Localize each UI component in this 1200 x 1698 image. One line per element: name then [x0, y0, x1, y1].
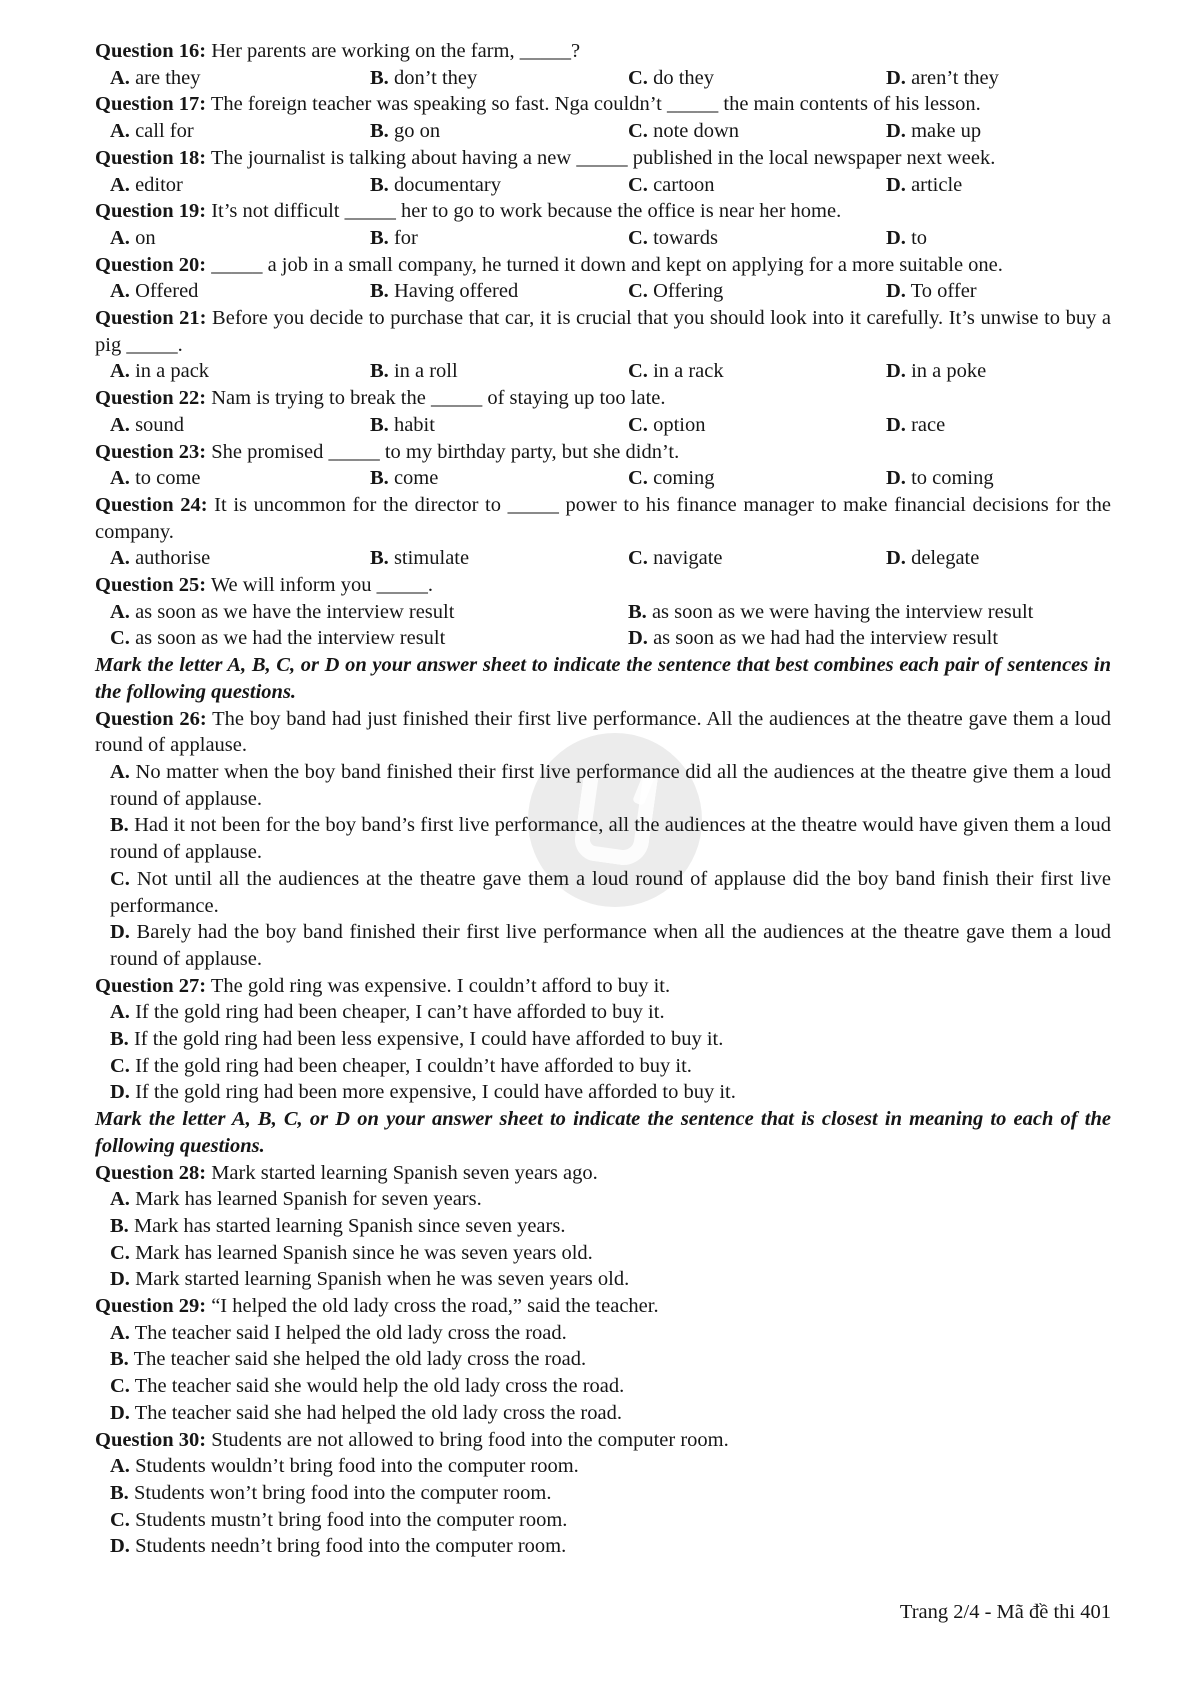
option-letter: D.: [110, 921, 130, 944]
option-letter: A.: [110, 467, 130, 490]
question-body: It’s not difficult _____ her to go to work because the office is near her home.: [211, 200, 842, 223]
option-text: coming: [653, 467, 715, 490]
option-item: [628, 118, 886, 145]
option-text: come: [393, 467, 439, 490]
option-item: [95, 1507, 1111, 1534]
option-item: [886, 465, 1111, 492]
option-row: [95, 172, 1111, 199]
question-number: Question 19:: [95, 200, 207, 223]
option-row: [95, 465, 1111, 492]
option-item: [95, 1480, 1111, 1507]
option-item: [370, 412, 628, 439]
option-item: [628, 358, 886, 385]
option-item: [628, 599, 1111, 626]
question-number: Question 25:: [95, 574, 207, 597]
option-item: [95, 1026, 1111, 1053]
option-text: documentary: [393, 173, 501, 196]
question-number: Question 20:: [95, 253, 207, 276]
option-text: navigate: [653, 547, 723, 570]
option-text: Having offered: [393, 280, 519, 303]
option-text: in a poke: [911, 360, 987, 383]
option-item: [370, 545, 628, 572]
option-text: If the gold ring had been less expensive, I could have afforded to buy it.: [133, 1028, 724, 1051]
option-text: as soon as we were having the interview result: [651, 600, 1034, 623]
question-text: [95, 38, 1111, 65]
question-number: Question 21:: [95, 307, 207, 330]
option-text: stimulate: [393, 547, 470, 570]
option-row: [95, 225, 1111, 252]
option-letter: A.: [110, 413, 130, 436]
option-item: [628, 465, 886, 492]
question-text: [95, 385, 1111, 412]
question-text: [95, 145, 1111, 172]
option-item: [110, 278, 370, 305]
option-text: on: [135, 226, 156, 249]
option-letter: D.: [110, 1081, 130, 1104]
option-item: [886, 225, 1111, 252]
option-letter: C.: [628, 280, 648, 303]
section-instruction: Mark the letter A, B, C, or D on your answer sheet to indicate the sentence that is closest in meaning to each of the following questions.: [95, 1108, 1111, 1157]
option-text: Had it not been for the boy band’s first live performance, all the audiences at the theatre would have given them a loud round of applause.: [110, 814, 1111, 864]
option-row: [95, 358, 1111, 385]
question-number: Question 29:: [95, 1295, 207, 1318]
option-item: [95, 1266, 1111, 1293]
option-item: [95, 919, 1111, 972]
question-body: Nam is trying to break the _____ of staying up too late.: [211, 387, 666, 410]
option-letter: A.: [110, 600, 130, 623]
option-item: [628, 65, 886, 92]
option-text: The teacher said she helped the old lady cross the road.: [133, 1348, 587, 1371]
option-item: [110, 118, 370, 145]
option-text: Not until all the audiences at the theatre gave them a loud round of applause did the boy band finish their first live performance.: [110, 867, 1112, 917]
question-body: Before you decide to purchase that car, it is crucial that you should look into it carefully. It’s unwise to buy a pig _____.: [95, 307, 1111, 356]
question-number: Question 18:: [95, 146, 207, 169]
option-letter: D.: [886, 280, 906, 303]
question-body: It is uncommon for the director to _____ power to his finance manager to make financial decisions for the company.: [95, 493, 1111, 543]
option-item: [628, 225, 886, 252]
question-body: _____ a job in a small company, he turned it down and kept on applying for a more suitable one.: [211, 253, 1003, 276]
question-body: The journalist is talking about having a new _____ published in the local newspaper next week.: [210, 146, 996, 169]
option-letter: D.: [886, 226, 906, 249]
option-letter: B.: [628, 600, 647, 623]
option-letter: C.: [628, 360, 648, 383]
option-row: [95, 278, 1111, 305]
option-item: [95, 1346, 1111, 1373]
option-letter: D.: [886, 66, 906, 89]
option-letter: A.: [110, 547, 130, 570]
option-item: [628, 625, 1111, 652]
option-text: to coming: [911, 467, 994, 490]
option-text: Students mustn’t bring food into the computer room.: [135, 1508, 568, 1531]
option-text: as soon as we had the interview result: [135, 627, 446, 650]
option-text: If the gold ring had been more expensive, I could have afforded to buy it.: [135, 1081, 736, 1104]
question-body: The gold ring was expensive. I couldn’t afford to buy it.: [210, 974, 671, 997]
option-item: [886, 545, 1111, 572]
option-item: [886, 412, 1111, 439]
option-text: The teacher said I helped the old lady cross the road.: [134, 1321, 567, 1344]
option-item: [95, 759, 1111, 812]
option-item: [370, 118, 628, 145]
option-letter: D.: [110, 1401, 130, 1424]
option-text: No matter when the boy band finished their first live performance did all the audiences at the theatre give them a loud round of applause.: [110, 760, 1111, 810]
question-text: [95, 1293, 1111, 1320]
option-text: If the gold ring had been cheaper, I couldn’t have afforded to buy it.: [135, 1054, 692, 1077]
question-text: [95, 439, 1111, 466]
option-text: as soon as we had had the interview result: [653, 627, 999, 650]
option-letter: B.: [370, 413, 389, 436]
option-row: [95, 599, 1111, 652]
option-letter: C.: [628, 226, 648, 249]
option-text: for: [393, 226, 418, 249]
option-text: aren’t they: [911, 66, 999, 89]
option-text: option: [653, 413, 706, 436]
question-number: Question 23:: [95, 440, 207, 463]
option-item: [110, 545, 370, 572]
question-number: Question 22:: [95, 387, 207, 410]
option-item: [110, 465, 370, 492]
option-text: Mark has started learning Spanish since seven years.: [133, 1214, 566, 1237]
option-item: [95, 1186, 1111, 1213]
option-item: [95, 1453, 1111, 1480]
option-text: do they: [653, 66, 714, 89]
question-body: The foreign teacher was speaking so fast. Nga couldn’t _____ the main contents of his lesson.: [210, 93, 981, 116]
option-text: habit: [393, 413, 435, 436]
option-text: go on: [393, 120, 441, 143]
option-item: [95, 1079, 1111, 1106]
option-letter: A.: [110, 173, 130, 196]
option-letter: B.: [110, 814, 129, 837]
option-item: [110, 412, 370, 439]
option-item: [110, 358, 370, 385]
option-letter: A.: [110, 120, 130, 143]
option-text: To offer: [910, 280, 977, 303]
option-row: [95, 65, 1111, 92]
option-text: Mark has learned Spanish for seven years.: [135, 1188, 482, 1211]
question-text: [95, 973, 1111, 1000]
question-body: Her parents are working on the farm, _____?: [211, 40, 581, 62]
option-item: [95, 1400, 1111, 1427]
option-letter: A.: [110, 1321, 130, 1344]
question-body: The boy band had just finished their first live performance. All the audiences at the theatre gave them a loud round of applause.: [95, 707, 1111, 757]
option-letter: B.: [110, 1481, 129, 1504]
option-item: [886, 65, 1111, 92]
option-item: [95, 999, 1111, 1026]
question-text: [95, 305, 1111, 358]
option-letter: D.: [886, 547, 906, 570]
question-number: Question 24:: [95, 493, 208, 516]
option-letter: D.: [886, 173, 906, 196]
option-text: If the gold ring had been cheaper, I can’t have afforded to buy it.: [135, 1001, 665, 1024]
option-text: Students needn’t bring food into the computer room.: [135, 1535, 567, 1558]
option-item: [95, 1213, 1111, 1240]
option-letter: B.: [370, 120, 389, 143]
option-item: [95, 1240, 1111, 1267]
option-letter: C.: [628, 413, 648, 436]
question-number: Question 28:: [95, 1161, 207, 1184]
option-item: [370, 278, 628, 305]
option-letter: D.: [110, 1268, 130, 1291]
question-text: [95, 1427, 1111, 1454]
option-item: [370, 465, 628, 492]
question-text: [95, 706, 1111, 759]
option-text: in a rack: [653, 360, 724, 383]
option-letter: D.: [110, 1535, 130, 1558]
option-text: Offering: [653, 280, 724, 303]
option-item: [886, 118, 1111, 145]
option-letter: A.: [110, 1001, 130, 1024]
option-letter: B.: [370, 173, 389, 196]
option-letter: D.: [886, 467, 906, 490]
option-text: article: [911, 173, 963, 196]
option-text: in a roll: [393, 360, 458, 383]
option-item: [110, 65, 370, 92]
option-letter: C.: [110, 1508, 130, 1531]
option-item: [95, 1320, 1111, 1347]
option-letter: A.: [110, 1188, 130, 1211]
option-letter: A.: [110, 280, 130, 303]
option-text: as soon as we have the interview result: [135, 600, 455, 623]
option-letter: A.: [110, 66, 130, 89]
question-body: Mark started learning Spanish seven years ago.: [211, 1161, 598, 1184]
option-text: note down: [653, 120, 740, 143]
option-letter: A.: [110, 226, 130, 249]
question-text: [95, 492, 1111, 545]
option-letter: D.: [886, 120, 906, 143]
option-item: [110, 172, 370, 199]
option-text: Mark has learned Spanish since he was seven years old.: [135, 1241, 593, 1264]
option-text: to come: [135, 467, 201, 490]
option-text: call for: [135, 120, 194, 143]
option-item: [110, 599, 628, 626]
option-item: [370, 225, 628, 252]
option-letter: D.: [628, 627, 648, 650]
option-item: [370, 358, 628, 385]
section-instruction: Mark the letter A, B, C, or D on your answer sheet to indicate the sentence that best combines each pair of sentences in the following questions.: [95, 654, 1111, 703]
question-number: Question 16:: [95, 40, 207, 62]
option-text: race: [911, 413, 946, 436]
option-letter: C.: [110, 1375, 130, 1398]
option-letter: C.: [628, 467, 648, 490]
option-letter: A.: [110, 360, 130, 383]
question-number: Question 26:: [95, 707, 207, 730]
option-letter: C.: [628, 120, 648, 143]
question-text: [95, 1160, 1111, 1187]
question-body: Students are not allowed to bring food into the computer room.: [211, 1428, 729, 1451]
option-item: [886, 278, 1111, 305]
question-number: Question 27:: [95, 974, 207, 997]
option-letter: B.: [370, 360, 389, 383]
option-item: [628, 278, 886, 305]
question-body: We will inform you _____.: [210, 574, 433, 597]
option-item: [95, 1533, 1111, 1560]
page-footer: Trang 2/4 - Mã đề thi 401: [899, 1601, 1111, 1623]
question-text: [95, 572, 1111, 599]
option-text: in a pack: [135, 360, 210, 383]
option-item: [95, 812, 1111, 865]
option-text: don’t they: [393, 66, 478, 89]
question-text: [95, 91, 1111, 118]
question-body: She promised _____ to my birthday party, but she didn’t.: [211, 440, 680, 463]
exam-questions: [95, 38, 1111, 1560]
option-letter: B.: [370, 226, 389, 249]
option-item: [628, 412, 886, 439]
option-letter: D.: [886, 360, 906, 383]
option-text: authorise: [135, 547, 211, 570]
option-item: [628, 172, 886, 199]
option-text: Mark started learning Spanish when he was seven years old.: [135, 1268, 630, 1291]
option-letter: A.: [110, 760, 130, 783]
option-row: [95, 545, 1111, 572]
option-item: [95, 1373, 1111, 1400]
option-letter: A.: [110, 1455, 130, 1478]
option-text: sound: [135, 413, 185, 436]
option-letter: B.: [370, 66, 389, 89]
question-text: [95, 252, 1111, 279]
option-letter: D.: [886, 413, 906, 436]
option-item: [95, 1053, 1111, 1080]
question-number: Question 30:: [95, 1428, 207, 1451]
option-letter: C.: [110, 1241, 130, 1264]
option-item: [628, 545, 886, 572]
question-text: [95, 198, 1111, 225]
question-number: Question 17:: [95, 93, 207, 116]
option-item: [110, 225, 370, 252]
option-text: Barely had the boy band finished their first live performance when all the audiences at the theatre gave them a loud round of applause.: [110, 921, 1112, 970]
option-letter: B.: [370, 467, 389, 490]
option-row: [95, 118, 1111, 145]
option-letter: B.: [370, 280, 389, 303]
option-letter: C.: [110, 867, 130, 890]
option-item: [110, 625, 628, 652]
option-letter: C.: [110, 627, 130, 650]
option-text: The teacher said she would help the old lady cross the road.: [134, 1375, 625, 1398]
option-item: [886, 358, 1111, 385]
option-text: cartoon: [653, 173, 715, 196]
option-text: The teacher said she had helped the old lady cross the road.: [134, 1401, 622, 1424]
option-row: [95, 412, 1111, 439]
option-letter: B.: [370, 547, 389, 570]
option-letter: C.: [628, 66, 648, 89]
option-text: Offered: [135, 280, 199, 303]
question-body: “I helped the old lady cross the road,” said the teacher.: [211, 1295, 659, 1318]
option-text: to: [911, 226, 928, 249]
option-text: editor: [135, 173, 183, 196]
option-letter: B.: [110, 1348, 129, 1371]
option-item: [370, 65, 628, 92]
option-text: are they: [135, 66, 201, 89]
option-item: [370, 172, 628, 199]
option-item: [886, 172, 1111, 199]
option-letter: B.: [110, 1214, 129, 1237]
option-text: delegate: [911, 547, 980, 570]
option-text: Students wouldn’t bring food into the computer room.: [135, 1455, 579, 1478]
option-text: towards: [653, 226, 718, 249]
option-text: Students won’t bring food into the computer room.: [133, 1481, 552, 1504]
option-letter: B.: [110, 1028, 129, 1051]
option-item: [95, 866, 1111, 919]
option-letter: C.: [628, 547, 648, 570]
option-letter: C.: [628, 173, 648, 196]
option-letter: C.: [110, 1054, 130, 1077]
option-text: make up: [911, 120, 982, 143]
